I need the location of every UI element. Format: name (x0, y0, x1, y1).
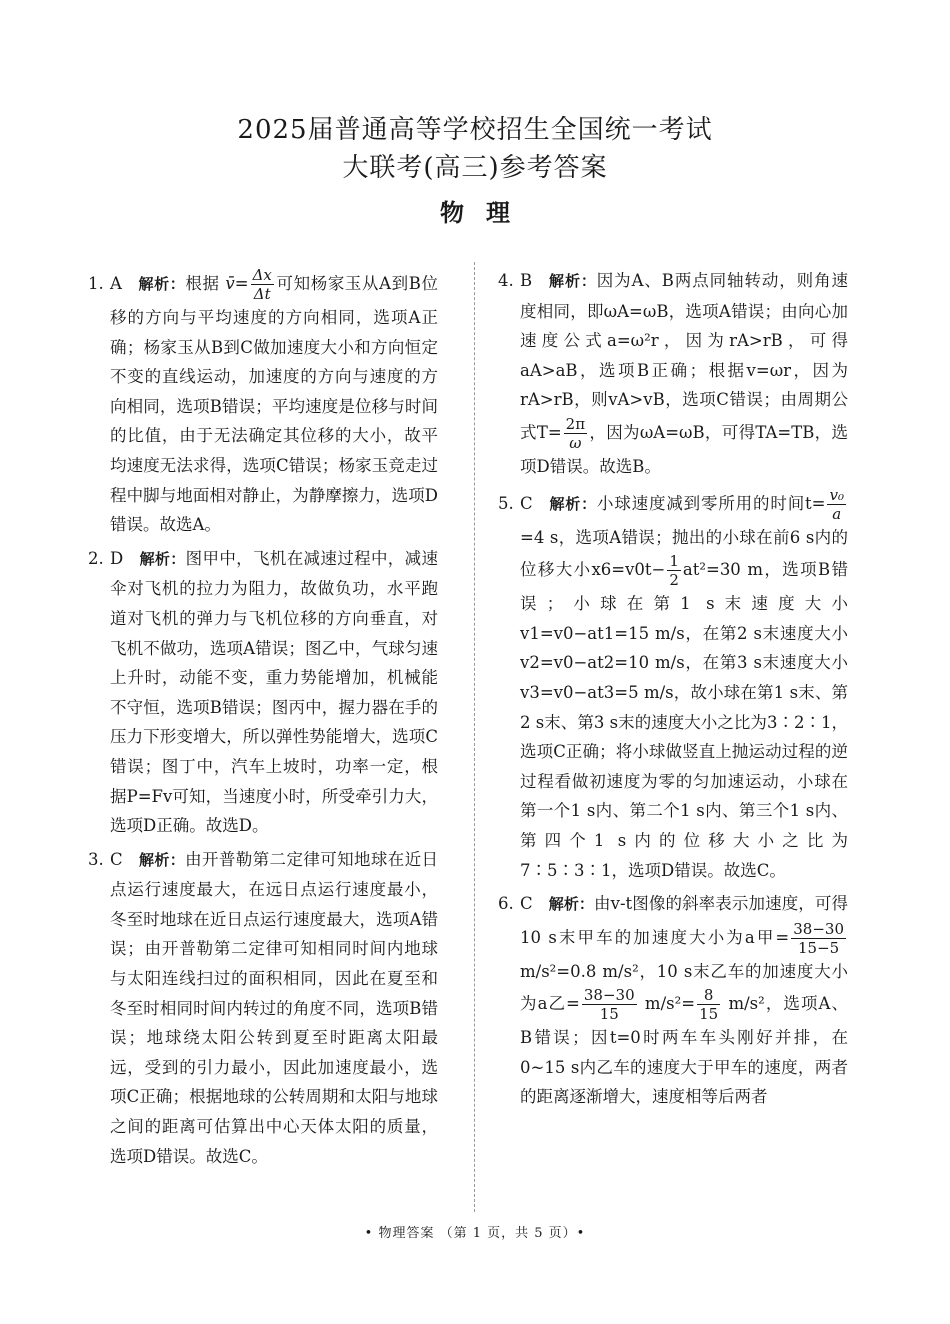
answer-choice: B (520, 271, 533, 290)
answer-item-5: 5. C 解析：小球速度减到零所用的时间t= $\frac{\text{v₀}}{a}$ =4 s，选项A错误；抛出的小球在前6 s内的位移大小x6=v0t− $\frac{1}{2}$ at²=30 m，选项B错误；小球在第1 s末速度大小v1=v0−at1=15 m/s，在第2 s末速度大小v2=v0−at2=10 m/s，在第3 s末速度大小v3=v0−at3=5 m/s，故小球在第1 s末、第2 s末、第3 s末的速度大小之比为3∶2∶1，选项C正确；将小球做竖直上抛运动过程的逆过程看做初速度为零的匀加速运动，小球在第一个1 s内、第二个1 s内、第三个1 s内、第四个1 s内的位移大小之比为7∶5∶3∶1，选项D错误。故选C。 (498, 485, 849, 880)
analysis-label: 解析： (548, 272, 597, 290)
answer-item-3: 3. C 解析：由开普勒第二定律可知地球在近日点运行速度最大，在远日点运行速度最小，冬至时地球在近日点运行速度最大，选项A错误；由开普勒第二定律可知相同时间内地球与太阳连线扫过的面积相同，因此在夏至和冬至时相同时间内转过的角度不同，选项B错误；地球绕太阳公转到夏至时距离太阳最远，受到的引力最小，因此加速度最小，选项C正确；根据地球的公转周期和太阳与地球之间的距离可估算出中心天体太阳的质量，选项D错误。故选C。 (88, 849, 438, 1166)
analysis-label: 解析： (138, 850, 186, 869)
answer-item-4: 4. B 解析：因为A、B两点同轴转动，则角速度相同，即ωA=ωB，选项A错误；由向心加速度公式a=ω²r，因为rA>rB，可得aA>aB，选项B正确；根据v=ωr，因为rA>rB，则vA>vB，选项C错误；由周期公式T= $\frac{2\pi}{\omega}$ ，因为ωA=ωB，可得TA=TB，选项D错误。故选B。 (498, 271, 848, 476)
analysis-label: 解析： (137, 275, 186, 293)
analysis-label: 解析： (548, 895, 595, 914)
answer-item-6: 6. C 解析：由v-t图像的斜率表示加速度，可得10 s末甲车的加速度大小为a甲= $\frac{38-30}{15-5}$ m/s²=0.8 m/s²，10 s末乙车的加速度大小为a乙= $\frac{38-30}{15}$ m/s²= $\frac{8}{15}$ m/s²，选项A、B错误；因t=0时两车车头刚好并排，在0~15 s内乙车的速度大于甲车的速度，两者的距离逐渐增大，速度相等后两者 (498, 894, 849, 1107)
analysis-label: 解析： (139, 549, 186, 568)
right-column (498, 266, 848, 1116)
answer-choice: C (110, 849, 123, 869)
fraction-dx-dt: $\frac{\Delta x}{\Delta t}$ (252, 266, 272, 303)
fraction-accel-jia: $\frac{38-30}{15-5}$ (793, 919, 844, 957)
fraction-one-half: $\frac{1}{2}$ (669, 552, 679, 590)
fraction-v0-a: $\frac{\text{v₀}}{a}$ (829, 485, 844, 523)
column-divider (474, 262, 475, 1212)
answer-choice: D (110, 548, 124, 568)
page-header (0, 112, 950, 230)
fraction-8-15: $\frac{8}{15}$ (699, 986, 719, 1024)
answer-item-1: 1. A 解析：根据 v̄= $\frac{\Delta x}{\Delta t}$ 可知杨家玉从A到B位移的方向与平均速度的方向相同，选项A正确；杨家玉从B到C做加速度大小和方向恒定不变的直线运动，加速度的方向与速度的方向相同，选项B错误；平均速度是位移与时间的比值，由于无法确定其位移的大小，故平均速度无法求得，选项C错误；杨家玉竞走过程中脚与地面相对静止，为静摩擦力，选项D错误。故选A。 (88, 266, 438, 535)
left-column (88, 266, 438, 1175)
page-footer: • 物理答案 （第 1 页，共 5 页）• (364, 1226, 586, 1241)
exam-title: 2025届普通高等学校招生全国统一考试 (237, 115, 713, 145)
subject-heading: 物理 (440, 199, 532, 227)
analysis-label: 解析： (548, 494, 597, 513)
answer-choice: C (520, 894, 533, 914)
exam-subtitle: 大联考(高三)参考答案 (342, 153, 608, 183)
answer-choice: A (110, 274, 122, 293)
fraction-2pi-omega: $\frac{2\pi}{\omega}$ (565, 414, 586, 452)
answer-choice: C (520, 493, 533, 513)
answer-item-2: 2. D 解析：图甲中，飞机在减速过程中，减速伞对飞机的拉力为阻力，故做负功，水平跑道对飞机的弹力与飞机位移的方向垂直，对飞机不做功，选项A错误；图乙中，气球匀速上升时，动能不变，重力势能增加，机械能不守恒，选项B错误；图丙中，握力器在手的压力下形变增大，所以弹性势能增大，选项C错误；图丁中，汽车上坡时，功率一定，根据P=Fv可知，当速度小时，所受牵引力大，选项D正确。故选D。 (88, 548, 438, 836)
fraction-accel-yi: $\frac{38-30}{15}$ (583, 986, 635, 1024)
